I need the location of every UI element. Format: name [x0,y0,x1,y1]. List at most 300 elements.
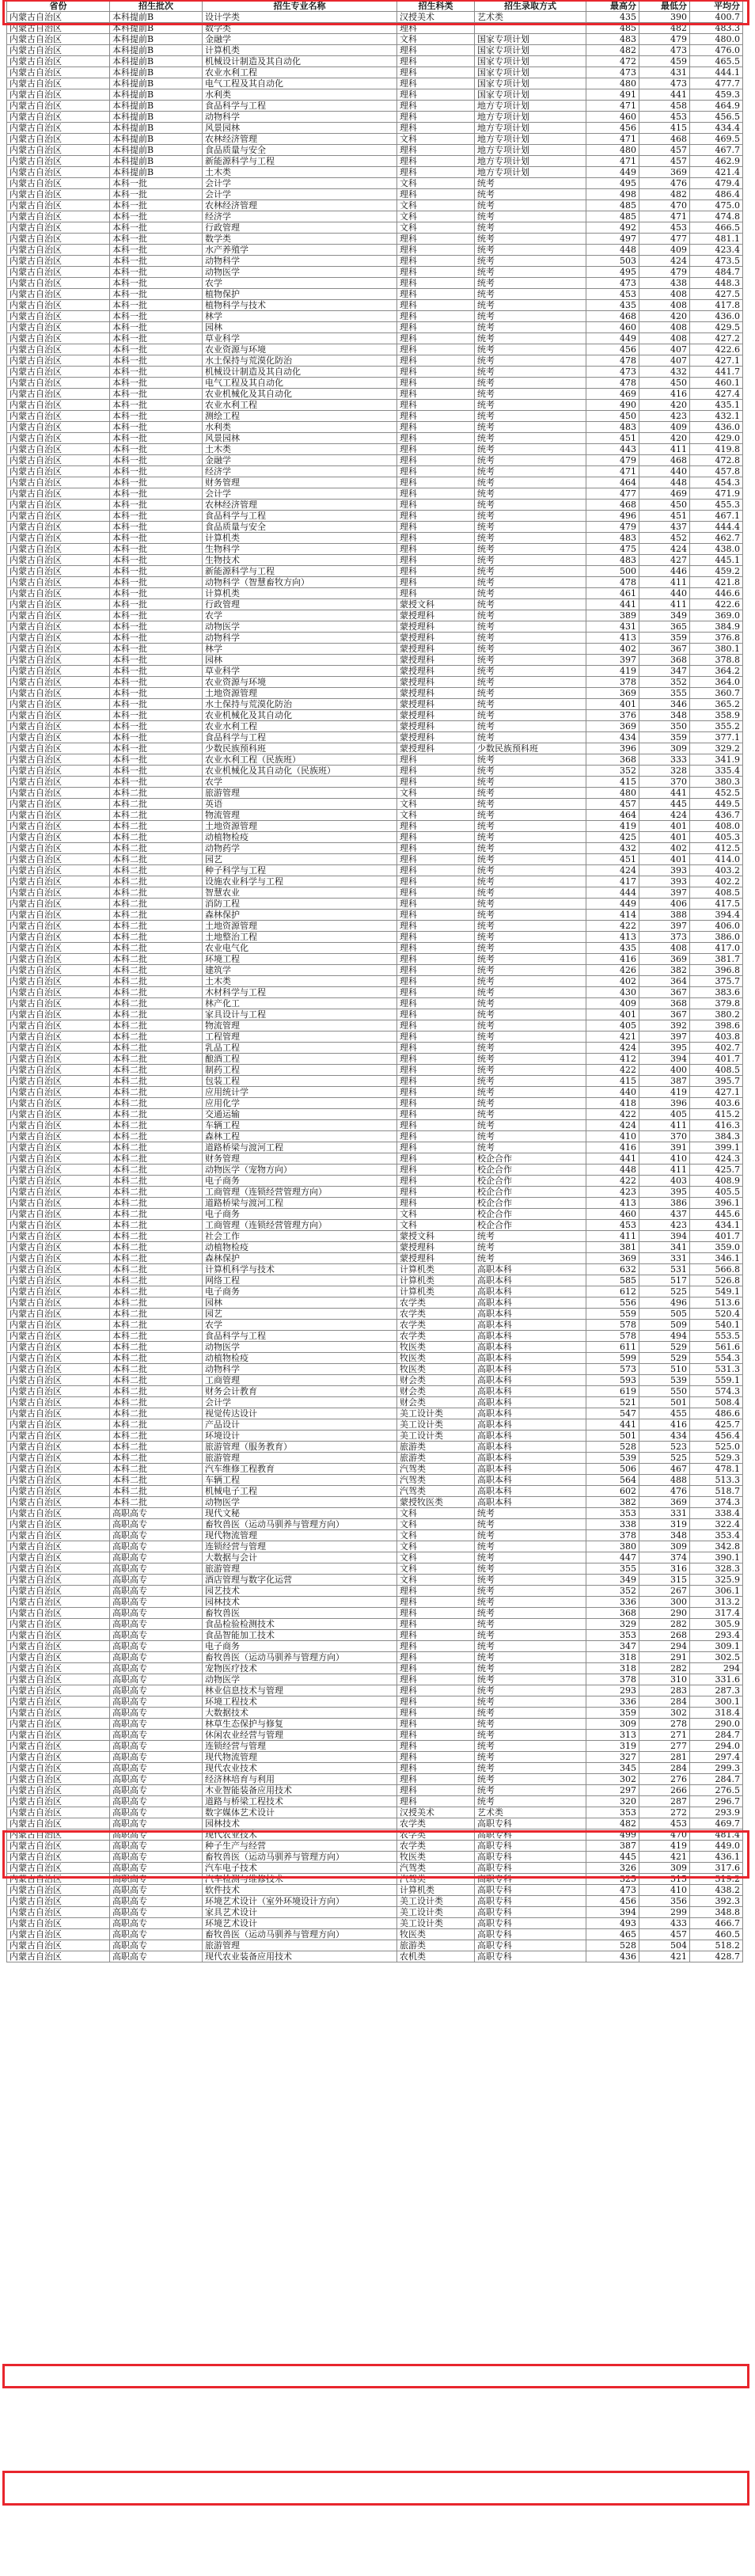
cell-major: 种子生产与经营 [203,1841,397,1852]
table-row [7,322,743,333]
cell-category: 理科 [397,1065,475,1076]
cell-max-score: 293 [586,1685,639,1696]
cell-admission-type: 统考 [475,666,586,677]
table-row [7,954,743,965]
cell-province: 内蒙古自治区 [7,311,110,322]
cell-province: 内蒙古自治区 [7,699,110,710]
cell-province: 内蒙古自治区 [7,1918,110,1929]
cell-category: 理科 [397,1685,475,1696]
cell-category: 美工设计类 [397,1408,475,1419]
cell-province: 内蒙古自治区 [7,854,110,865]
cell-batch: 本科二批 [110,1397,203,1408]
cell-avg-score: 520.4 [690,1309,743,1320]
table-row [7,1309,743,1320]
cell-category: 理科 [397,78,475,89]
cell-province: 内蒙古自治区 [7,1220,110,1231]
cell-max-score: 490 [586,400,639,411]
cell-batch: 本科二批 [110,954,203,965]
cell-province: 内蒙古自治区 [7,211,110,222]
cell-major: 英语 [203,799,397,810]
cell-batch: 本科二批 [110,1497,203,1508]
cell-admission-type: 高职专科 [475,1874,586,1885]
cell-province: 内蒙古自治区 [7,488,110,500]
cell-max-score: 479 [586,455,639,466]
cell-min-score: 397 [639,921,690,932]
cell-avg-score: 475.0 [690,200,743,211]
cell-category: 理科 [397,1043,475,1054]
cell-admission-type: 统考 [475,677,586,688]
cell-major: 动物医学（宠物方向） [203,1165,397,1176]
cell-avg-score: 374.3 [690,1497,743,1508]
cell-major: 农业水利工程（民族班） [203,754,397,766]
cell-province: 内蒙古自治区 [7,378,110,389]
cell-province: 内蒙古自治区 [7,234,110,245]
cell-province: 内蒙古自治区 [7,865,110,876]
cell-batch: 高职高专 [110,1874,203,1885]
table-row [7,1719,743,1730]
cell-province: 内蒙古自治区 [7,743,110,754]
cell-max-score: 471 [586,156,639,167]
cell-province: 内蒙古自治区 [7,832,110,843]
cell-max-score: 528 [586,1940,639,1951]
cell-category: 理科 [397,821,475,832]
cell-batch: 本科二批 [110,1065,203,1076]
cell-category: 理科 [397,1752,475,1763]
cell-province: 内蒙古自治区 [7,732,110,743]
cell-min-score: 272 [639,1807,690,1818]
cell-major: 财务管理 [203,1153,397,1165]
table-row [7,1453,743,1464]
cell-province: 内蒙古自治区 [7,1841,110,1852]
table-row [7,821,743,832]
cell-admission-type: 高职本科 [475,1408,586,1419]
table-row [7,577,743,588]
table-row [7,522,743,533]
cell-province: 内蒙古自治区 [7,921,110,932]
cell-province: 内蒙古自治区 [7,1763,110,1774]
cell-batch: 本科一批 [110,455,203,466]
cell-min-score: 328 [639,766,690,777]
cell-category: 理科 [397,278,475,289]
cell-major: 动物科学 [203,633,397,644]
cell-batch: 本科二批 [110,1419,203,1430]
table-row [7,400,743,411]
cell-category: 理科 [397,1741,475,1752]
cell-major: 金融学 [203,455,397,466]
cell-min-score: 424 [639,810,690,821]
cell-major: 农业水利工程 [203,67,397,78]
cell-province: 内蒙古自治区 [7,1752,110,1763]
cell-admission-type: 统考 [475,1663,586,1674]
cell-category: 蒙授牧医类 [397,1497,475,1508]
cell-batch: 高职高专 [110,1508,203,1519]
cell-max-score: 359 [586,1708,639,1719]
cell-min-score: 309 [639,1863,690,1874]
cell-min-score: 310 [639,1674,690,1685]
cell-min-score: 315 [639,1575,690,1586]
cell-min-score: 319 [639,1519,690,1530]
cell-avg-score: 469.7 [690,1818,743,1829]
cell-province: 内蒙古自治区 [7,1386,110,1397]
cell-category: 汽驾类 [397,1475,475,1486]
cell-major: 动植物检疫 [203,832,397,843]
cell-admission-type: 统考 [475,1087,586,1098]
cell-batch: 本科二批 [110,1153,203,1165]
cell-avg-score: 421.8 [690,577,743,588]
cell-province: 内蒙古自治区 [7,533,110,544]
cell-admission-type: 统考 [475,1032,586,1043]
table-row [7,1397,743,1408]
table-row [7,167,743,178]
table-row [7,178,743,189]
cell-max-score: 412 [586,1054,639,1065]
cell-major: 食品科学与工程 [203,1331,397,1342]
cell-admission-type: 统考 [475,1730,586,1741]
cell-batch: 本科一批 [110,411,203,422]
cell-major: 电子商务 [203,1176,397,1187]
cell-admission-type: 统考 [475,1652,586,1663]
cell-max-score: 491 [586,89,639,101]
cell-batch: 本科二批 [110,1264,203,1275]
cell-batch: 本科二批 [110,1009,203,1020]
cell-major: 经济林培育与利用 [203,1774,397,1785]
cell-max-score: 495 [586,178,639,189]
cell-max-score: 483 [586,34,639,45]
cell-category: 理科 [397,910,475,921]
cell-max-score: 456 [586,1896,639,1907]
cell-batch: 高职高专 [110,1652,203,1663]
table-row [7,1708,743,1719]
cell-avg-score: 293.4 [690,1630,743,1641]
cell-province: 内蒙古自治区 [7,1708,110,1719]
cell-admission-type: 高职本科 [475,1375,586,1386]
table-row [7,56,743,67]
cell-avg-score: 417.8 [690,300,743,311]
cell-avg-score: 444.4 [690,522,743,533]
cell-max-score: 475 [586,544,639,555]
cell-admission-type: 统考 [475,655,586,666]
table-row [7,932,743,943]
cell-batch: 本科二批 [110,1442,203,1453]
cell-category: 理科 [397,932,475,943]
cell-admission-type: 统考 [475,766,586,777]
cell-category: 财会类 [397,1375,475,1386]
cell-province: 内蒙古自治区 [7,1530,110,1541]
cell-major: 应用化学 [203,1098,397,1109]
cell-category: 理科 [397,156,475,167]
cell-major: 林业信息技术与管理 [203,1685,397,1696]
cell-batch: 本科二批 [110,932,203,943]
cell-max-score: 355 [586,1563,639,1575]
table-row [7,422,743,433]
cell-admission-type: 校企合作 [475,1220,586,1231]
cell-avg-score: 445.6 [690,1209,743,1220]
cell-avg-score: 297.4 [690,1752,743,1763]
cell-avg-score: 383.6 [690,987,743,998]
cell-batch: 本科提前B [110,112,203,123]
cell-province: 内蒙古自治区 [7,677,110,688]
cell-max-score: 424 [586,1043,639,1054]
cell-max-score: 353 [586,1807,639,1818]
cell-category: 蒙授理科 [397,699,475,710]
table-row [7,1918,743,1929]
cell-avg-score: 446.6 [690,588,743,599]
cell-admission-type: 统考 [475,1641,586,1652]
cell-category: 理科 [397,588,475,599]
cell-admission-type: 统考 [475,522,586,533]
cell-batch: 高职高专 [110,1552,203,1563]
table-row [7,200,743,211]
cell-province: 内蒙古自治区 [7,1818,110,1829]
cell-category: 理科 [397,577,475,588]
cell-province: 内蒙古自治区 [7,876,110,887]
cell-admission-type: 统考 [475,289,586,300]
cell-category: 理科 [397,899,475,910]
cell-min-score: 419 [639,1087,690,1098]
cell-max-score: 432 [586,843,639,854]
cell-batch: 本科一批 [110,599,203,610]
table-row [7,766,743,777]
cell-max-score: 539 [586,1453,639,1464]
cell-avg-score: 417.5 [690,899,743,910]
cell-province: 内蒙古自治区 [7,1198,110,1209]
cell-major: 水土保持与荒漠化防治 [203,355,397,367]
cell-avg-score: 408.5 [690,1065,743,1076]
cell-min-score: 411 [639,599,690,610]
cell-province: 内蒙古自治区 [7,1619,110,1630]
cell-min-score: 420 [639,311,690,322]
cell-batch: 高职高专 [110,1719,203,1730]
cell-major: 园艺 [203,854,397,865]
cell-province: 内蒙古自治区 [7,1730,110,1741]
cell-max-score: 327 [586,1752,639,1763]
cell-min-score: 432 [639,367,690,378]
cell-admission-type: 高职本科 [475,1386,586,1397]
cell-category: 文科 [397,788,475,799]
cell-min-score: 333 [639,754,690,766]
cell-min-score: 476 [639,178,690,189]
table-row [7,1275,743,1286]
cell-admission-type: 统考 [475,788,586,799]
cell-min-score: 408 [639,333,690,344]
cell-min-score: 331 [639,1253,690,1264]
cell-admission-type: 地方专项计划 [475,101,586,112]
cell-max-score: 498 [586,189,639,200]
cell-batch: 本科二批 [110,998,203,1009]
cell-avg-score: 462.9 [690,156,743,167]
cell-avg-score: 395.7 [690,1076,743,1087]
table-row [7,123,743,134]
cell-province: 内蒙古自治区 [7,1929,110,1940]
cell-province: 内蒙古自治区 [7,1497,110,1508]
cell-min-score: 367 [639,644,690,655]
cell-category: 理科 [397,943,475,954]
cell-admission-type: 统考 [475,533,586,544]
cell-min-score: 403 [639,1176,690,1187]
cell-category: 理科 [397,89,475,101]
cell-province: 内蒙古自治区 [7,1674,110,1685]
cell-admission-type: 统考 [475,400,586,411]
cell-max-score: 611 [586,1342,639,1353]
cell-batch: 高职高专 [110,1951,203,1962]
cell-min-score: 402 [639,843,690,854]
table-row [7,588,743,599]
cell-province: 内蒙古自治区 [7,300,110,311]
cell-batch: 本科一批 [110,245,203,256]
cell-major: 数学类 [203,234,397,245]
cell-max-score: 422 [586,1065,639,1076]
cell-category: 文科 [397,799,475,810]
cell-admission-type: 高职专科 [475,1818,586,1829]
cell-category: 文科 [397,178,475,189]
cell-major: 农业资源与环境 [203,677,397,688]
cell-min-score: 421 [639,1852,690,1863]
cell-admission-type: 统考 [475,610,586,621]
cell-batch: 本科一批 [110,178,203,189]
cell-avg-score: 380.3 [690,777,743,788]
cell-min-score: 510 [639,1364,690,1375]
cell-province: 内蒙古自治区 [7,67,110,78]
cell-category: 理科 [397,145,475,156]
cell-avg-score: 346.1 [690,1253,743,1264]
table-row [7,278,743,289]
cell-admission-type: 统考 [475,732,586,743]
cell-min-score: 529 [639,1342,690,1353]
table-row [7,1508,743,1519]
cell-province: 内蒙古自治区 [7,389,110,400]
cell-major: 机械设计制造及其自动化 [203,367,397,378]
cell-max-score: 471 [586,101,639,112]
cell-category: 理科 [397,245,475,256]
table-row [7,655,743,666]
cell-avg-score: 436.1 [690,1852,743,1863]
table-row [7,1054,743,1065]
cell-major: 应用统计学 [203,1087,397,1098]
cell-max-score: 585 [586,1275,639,1286]
cell-batch: 本科二批 [110,1120,203,1131]
cell-admission-type: 统考 [475,311,586,322]
cell-max-score: 460 [586,1209,639,1220]
cell-max-score: 469 [586,389,639,400]
cell-batch: 高职高专 [110,1619,203,1630]
cell-category: 理科 [397,45,475,56]
cell-admission-type: 统考 [475,1608,586,1619]
cell-batch: 高职高专 [110,1929,203,1940]
table-row [7,1940,743,1951]
cell-avg-score: 313.2 [690,1597,743,1608]
cell-avg-score: 486.6 [690,1408,743,1419]
cell-province: 内蒙古自治区 [7,522,110,533]
table-row [7,1730,743,1741]
table-row [7,500,743,511]
table-row [7,245,743,256]
cell-major: 现代农业技术 [203,1763,397,1774]
table-row [7,688,743,699]
cell-max-score: 483 [586,422,639,433]
cell-admission-type: 高职专科 [475,1929,586,1940]
header-avg-score: 平均分 [690,1,743,12]
cell-admission-type: 校企合作 [475,1187,586,1198]
cell-batch: 本科二批 [110,1220,203,1231]
cell-admission-type: 统考 [475,832,586,843]
cell-max-score: 441 [586,1153,639,1165]
cell-avg-score: 457.8 [690,466,743,477]
cell-batch: 高职高专 [110,1940,203,1951]
cell-min-score: 374 [639,1552,690,1563]
cell-avg-score: 338.4 [690,1508,743,1519]
header-row [7,1,743,12]
cell-category: 美工设计类 [397,1430,475,1442]
cell-major: 财务会计教育 [203,1386,397,1397]
cell-admission-type: 统考 [475,1231,586,1242]
cell-avg-score: 325.9 [690,1575,743,1586]
cell-province: 内蒙古自治区 [7,189,110,200]
cell-category: 农学类 [397,1829,475,1841]
cell-province: 内蒙古自治区 [7,1165,110,1176]
cell-admission-type: 高职本科 [475,1419,586,1430]
cell-admission-type: 高职本科 [475,1475,586,1486]
cell-major: 园艺技术 [203,1586,397,1597]
cell-batch: 本科一批 [110,189,203,200]
cell-max-score: 378 [586,677,639,688]
table-row [7,1674,743,1685]
cell-avg-score: 483.3 [690,23,743,34]
cell-category: 理科 [397,422,475,433]
cell-admission-type: 高职专科 [475,1885,586,1896]
cell-batch: 本科一批 [110,743,203,754]
cell-category: 理科 [397,289,475,300]
cell-batch: 高职高专 [110,1674,203,1685]
cell-max-score: 578 [586,1331,639,1342]
cell-province: 内蒙古自治区 [7,355,110,367]
cell-avg-score: 276.5 [690,1785,743,1796]
table-row [7,1763,743,1774]
table-row [7,1563,743,1575]
cell-batch: 本科提前B [110,56,203,67]
cell-category: 牧医类 [397,1353,475,1364]
table-row [7,1430,743,1442]
cell-min-score: 309 [639,743,690,754]
cell-max-score: 380 [586,1541,639,1552]
table-row [7,1863,743,1874]
cell-avg-score: 305.9 [690,1619,743,1630]
cell-category: 文科 [397,1530,475,1541]
cell-max-score: 456 [586,344,639,355]
table-row [7,234,743,245]
cell-max-score: 368 [586,754,639,766]
table-row [7,1597,743,1608]
cell-major: 动物科学 [203,1364,397,1375]
cell-province: 内蒙古自治区 [7,1630,110,1641]
cell-major: 制药工程 [203,1065,397,1076]
table-row [7,355,743,367]
cell-batch: 本科二批 [110,1353,203,1364]
cell-avg-score: 377.1 [690,732,743,743]
header-min-score: 最低分 [639,1,690,12]
cell-min-score: 469 [639,488,690,500]
cell-category: 财会类 [397,1397,475,1408]
cell-admission-type: 高职专科 [475,1951,586,1962]
cell-min-score: 525 [639,1453,690,1464]
cell-major: 水利类 [203,422,397,433]
cell-avg-score: 317.6 [690,1863,743,1874]
cell-avg-score: 408.9 [690,1176,743,1187]
cell-avg-score: 518.7 [690,1486,743,1497]
cell-province: 内蒙古自治区 [7,123,110,134]
cell-category: 理科 [397,1619,475,1630]
cell-min-score: 467 [639,1464,690,1475]
cell-major: 经济学 [203,466,397,477]
